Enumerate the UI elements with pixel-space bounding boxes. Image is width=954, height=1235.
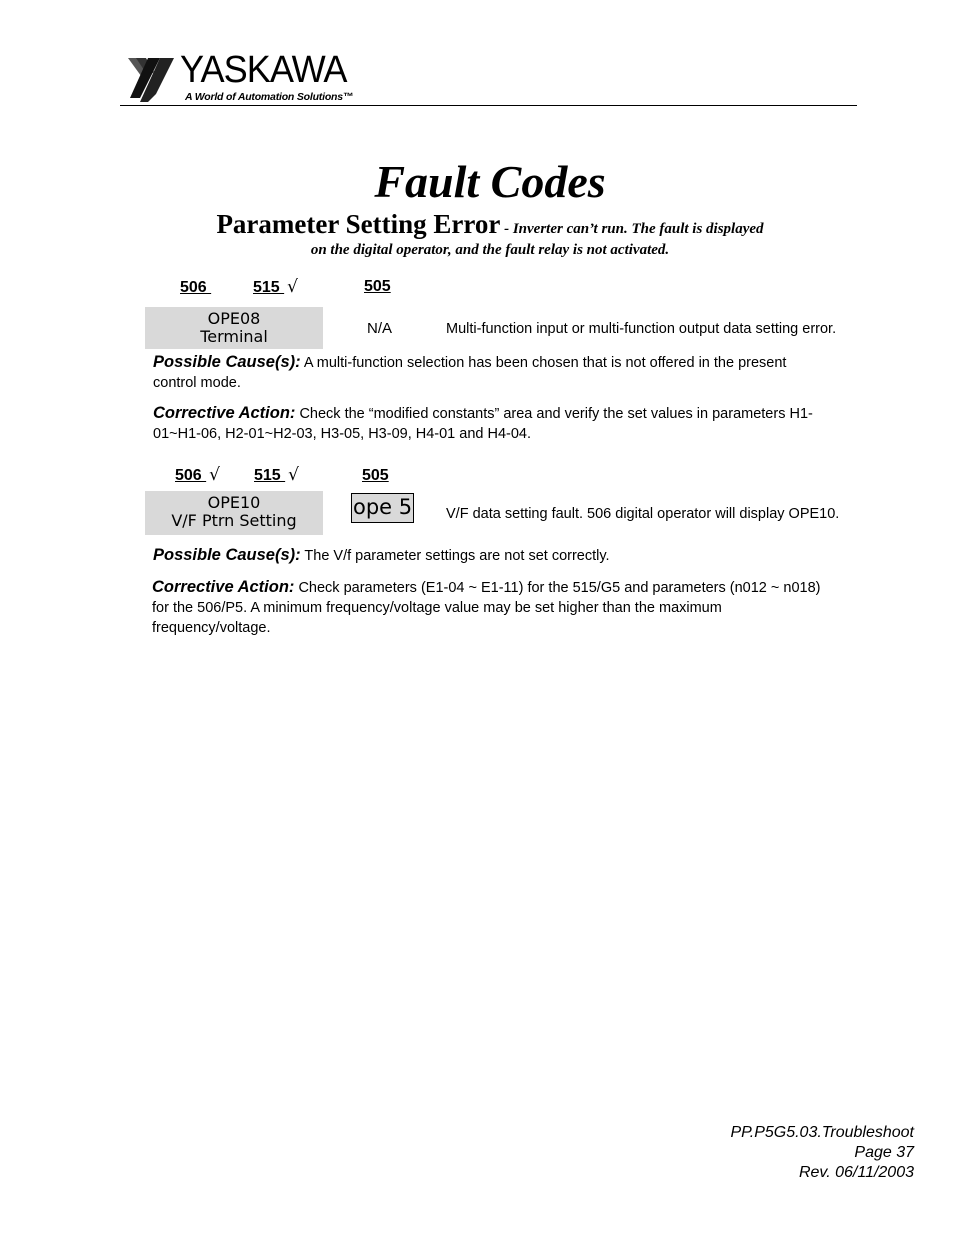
model-505-label: 505 [362,467,389,484]
display-505-value: N/A [367,320,393,337]
possible-cause-label: Possible Cause(s): [153,546,301,564]
corrective-action: Corrective Action: Check parameters (E1-04 ~ E1-11) for the 515/G5 and parameters (n012 ~ n018) for the 506/P5. A minimum frequency/voltage value may be set higher than the maximum frequency/voltage. [152,578,821,636]
possible-cause: Possible Cause(s): The V/f parameter settings are not set correctly. [153,546,610,564]
footer-page-number: Page 37 [854,1144,914,1161]
fault-code: OPE10 [207,493,261,512]
subtitle-main: Parameter Setting Error [216,209,501,239]
display-505-readout: ope 5 [351,493,414,523]
logo-wordmark: YASKAWA [180,49,347,91]
checkmark-icon: √ [209,465,220,485]
model-506-label: 506 [180,279,212,296]
fault-code: OPE08 [207,309,261,328]
footer [730,1123,914,1183]
footer-doc-id: PP.P5G5.03.Troubleshoot [730,1124,914,1141]
checkmark-icon: √ [288,465,299,485]
fault-code-box [145,491,323,535]
model-515-label: 515 √ [253,277,298,297]
fault-description: V/F data setting fault. 506 digital operator will display OPE10. [446,506,840,522]
model-505-label: 505 [364,278,391,295]
header-divider [120,105,857,106]
fault-code-box [145,307,323,349]
fault-description: Multi-function input or multi-function output data setting error. [446,321,837,337]
page-title: Fault Codes [374,156,606,207]
corrective-action-label: Corrective Action: [152,578,295,596]
subtitle-note: - Inverter can’t run. The fault is displayed [500,221,764,237]
model-515-label: 515 √ [254,465,299,485]
fault-code-description: V/F Ptrn Setting [171,511,297,530]
subtitle-note-line2: on the digital operator, and the fault relay is not activated. [310,242,670,258]
footer-revision: Rev. 06/11/2003 [798,1164,914,1181]
corrective-action-label: Corrective Action: [153,404,296,422]
logo-tagline: A World of Automation Solutions™ [185,91,354,103]
checkmark-icon: √ [287,277,298,297]
possible-cause-label: Possible Cause(s): [153,353,301,371]
possible-cause: Possible Cause(s): A multi-function selection has been chosen that is not offered in the present control mode. [153,353,787,391]
fault-code-description: Terminal [200,327,268,346]
model-506-label: 506 √ [175,465,220,485]
corrective-action: Corrective Action: Check the “modified constants” area and verify the set values in parameters H1-01~H1-06, H2-01~H2-03, H3-05, H3-09, H4-01 and H4-04. [153,404,813,442]
section-subtitle [0,209,954,244]
yaskawa-logo-icon [126,54,178,104]
